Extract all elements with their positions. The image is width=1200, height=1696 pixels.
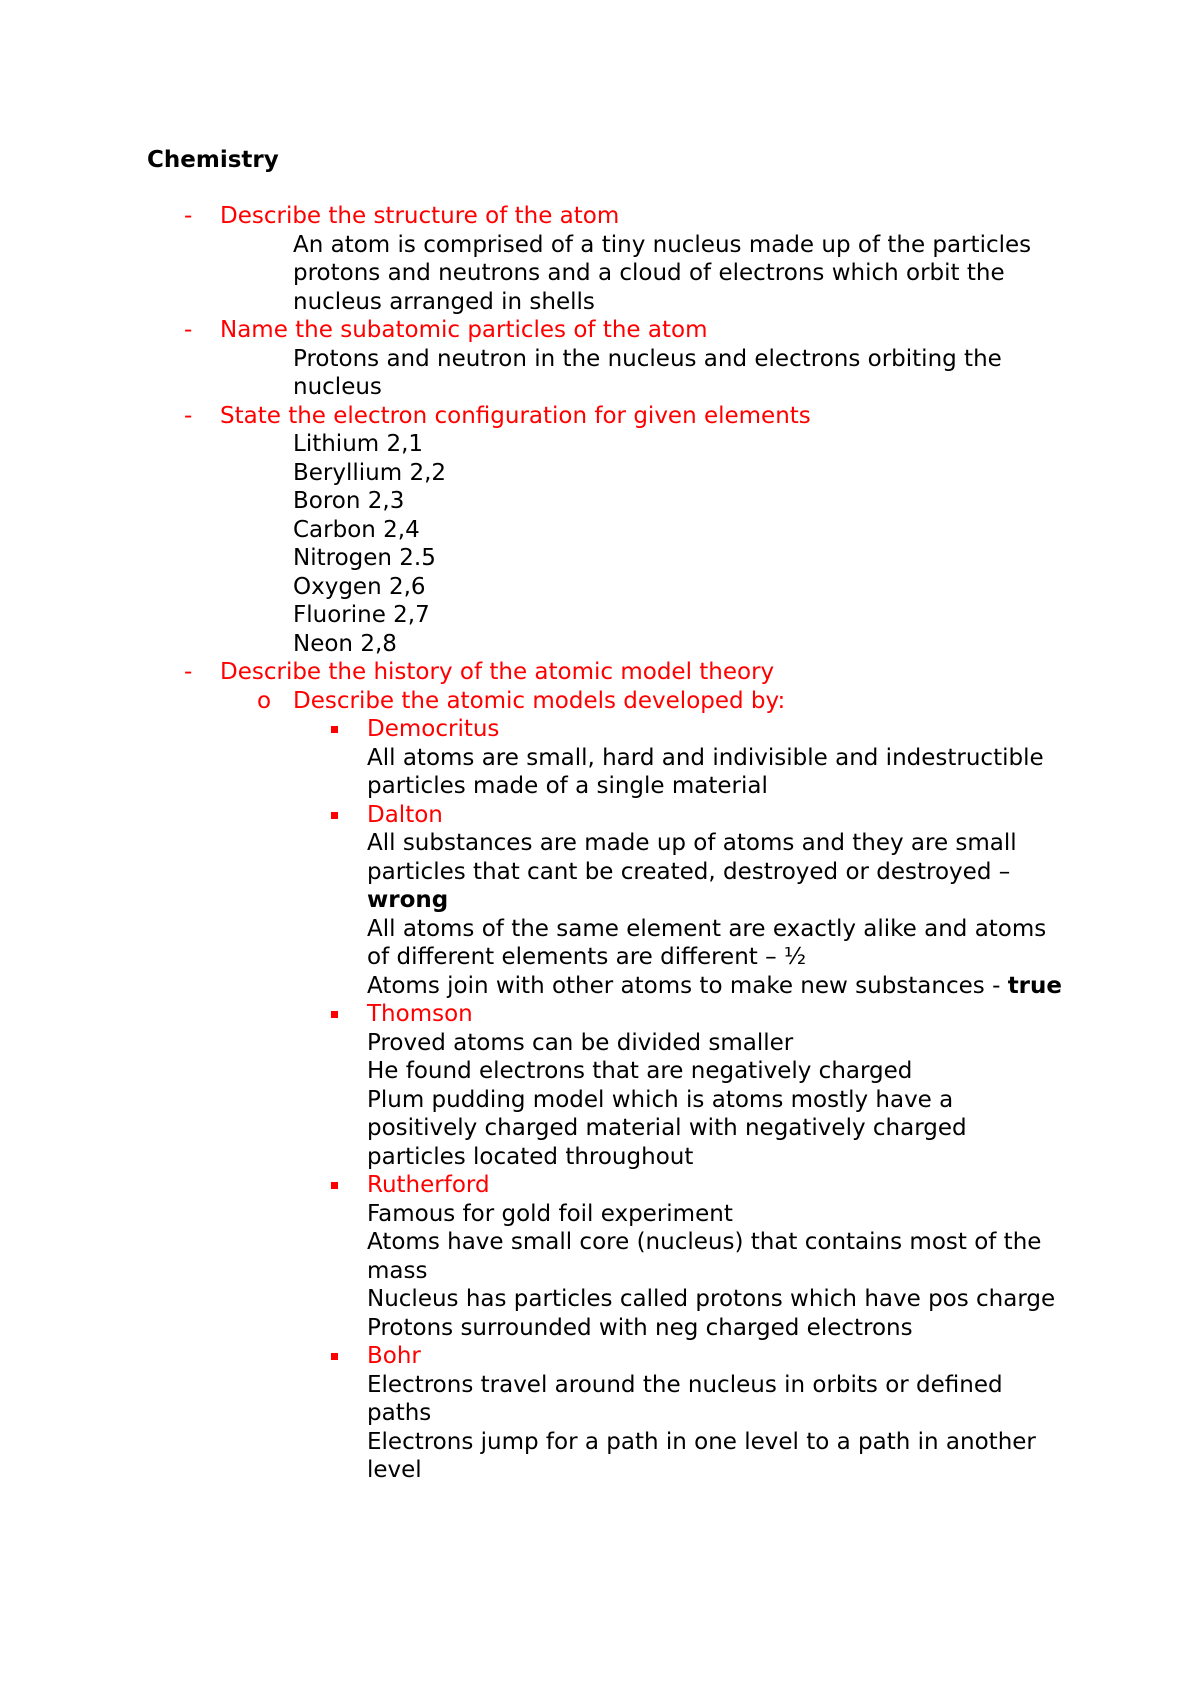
list-item: Lithium 2,1 [293,431,424,457]
question-text: Describe the history of the atomic model theory [220,659,775,685]
question-text: State the electron configuration for given elements [220,402,811,429]
verdict-label: true [1007,972,1062,999]
dash-bullet: - [184,402,193,429]
square-bullet-icon [331,1353,338,1360]
model-line-text: Atoms join with other atoms to make new substances - [367,972,1001,999]
model-name-text: Dalton [367,801,443,828]
answer-subatomic-particles [0,345,1063,402]
square-bullet-icon [331,726,338,733]
list-item: Oxygen 2,6 [293,573,426,600]
subquestion-atomic-models [0,687,1200,716]
model-line: Protons surrounded with neg charged electrons [367,1314,913,1341]
model-line: He found electrons that are negatively charged [367,1058,913,1084]
answer-text: Protons and neutron in the nucleus and electrons orbiting the nucleus [293,345,1002,400]
model-name-text: Thomson [367,1001,473,1027]
model-line [367,972,1067,1001]
list-item: Neon 2,8 [293,630,397,657]
model-line: Proved atoms can be divided smaller [367,1029,794,1056]
list-item: Boron 2,3 [293,488,405,514]
verdict-label: wrong [367,887,449,913]
model-name-text: Bohr [367,1343,421,1369]
square-bullet-icon [331,1011,338,1018]
page-title: Chemistry [147,147,279,173]
list-item: Fluorine 2,7 [293,602,430,628]
dash-bullet: - [184,317,193,343]
model-line: Electrons jump for a path in one level to a path in another level [367,1428,1036,1483]
answer-atom-structure [0,231,1063,317]
electron-configuration-list [0,430,1063,658]
model-thomson [0,1000,1200,1029]
document-body [0,202,1200,1485]
model-line: Electrons travel around the nucleus in orbits or defined paths [367,1371,1003,1426]
model-name-text: Rutherford [367,1172,490,1198]
model-bohr-body [0,1371,1067,1485]
model-dalton [0,801,1200,830]
question-text: Describe the structure of the atom [220,203,620,229]
list-item: Nitrogen 2.5 [293,545,436,571]
circle-bullet: o [257,687,272,714]
model-line: Nucleus has particles called protons which have pos charge [367,1286,1056,1312]
model-line [367,829,1067,915]
model-rutherford-body [0,1200,1067,1343]
model-name-text: Democritus [367,716,500,742]
model-line: All atoms are small, hard and indivisible and indestructible particles made of a single material [367,744,1044,799]
question-text: Name the subatomic particles of the atom [220,317,708,343]
subquestion-text: Describe the atomic models developed by: [293,687,786,714]
question-subatomic-particles [0,316,1200,345]
question-electron-configuration [0,402,1200,431]
model-democritus-body [0,744,1067,801]
model-bohr [0,1342,1200,1371]
model-line: All atoms of the same element are exactly alike and atoms of different elements are different – ½ [367,915,1047,970]
model-dalton-body [0,829,1067,1000]
list-item: Beryllium 2,2 [293,459,447,486]
model-line: Famous for gold foil experiment [367,1200,733,1227]
model-line-text: All substances are made up of atoms and they are small particles that cant be created, destroyed or destroyed – [367,830,1017,885]
model-thomson-body [0,1029,1067,1172]
question-atom-structure [0,202,1200,231]
model-rutherford [0,1171,1200,1200]
question-atomic-model-history [0,658,1200,687]
model-line: Plum pudding model which is atoms mostly have a positively charged material with negatively charged particles located throughout [367,1086,967,1170]
square-bullet-icon [331,1182,338,1189]
square-bullet-icon [331,812,338,819]
model-line: Atoms have small core (nucleus) that contains most of the mass [367,1229,1042,1284]
answer-text: An atom is comprised of a tiny nucleus made up of the particles protons and neutrons and a cloud of electrons which orbit the nucleus arranged in shells [293,231,1032,315]
model-democritus [0,715,1200,744]
dash-bullet: - [184,203,193,229]
list-item: Carbon 2,4 [293,516,420,543]
dash-bullet: - [184,659,193,685]
